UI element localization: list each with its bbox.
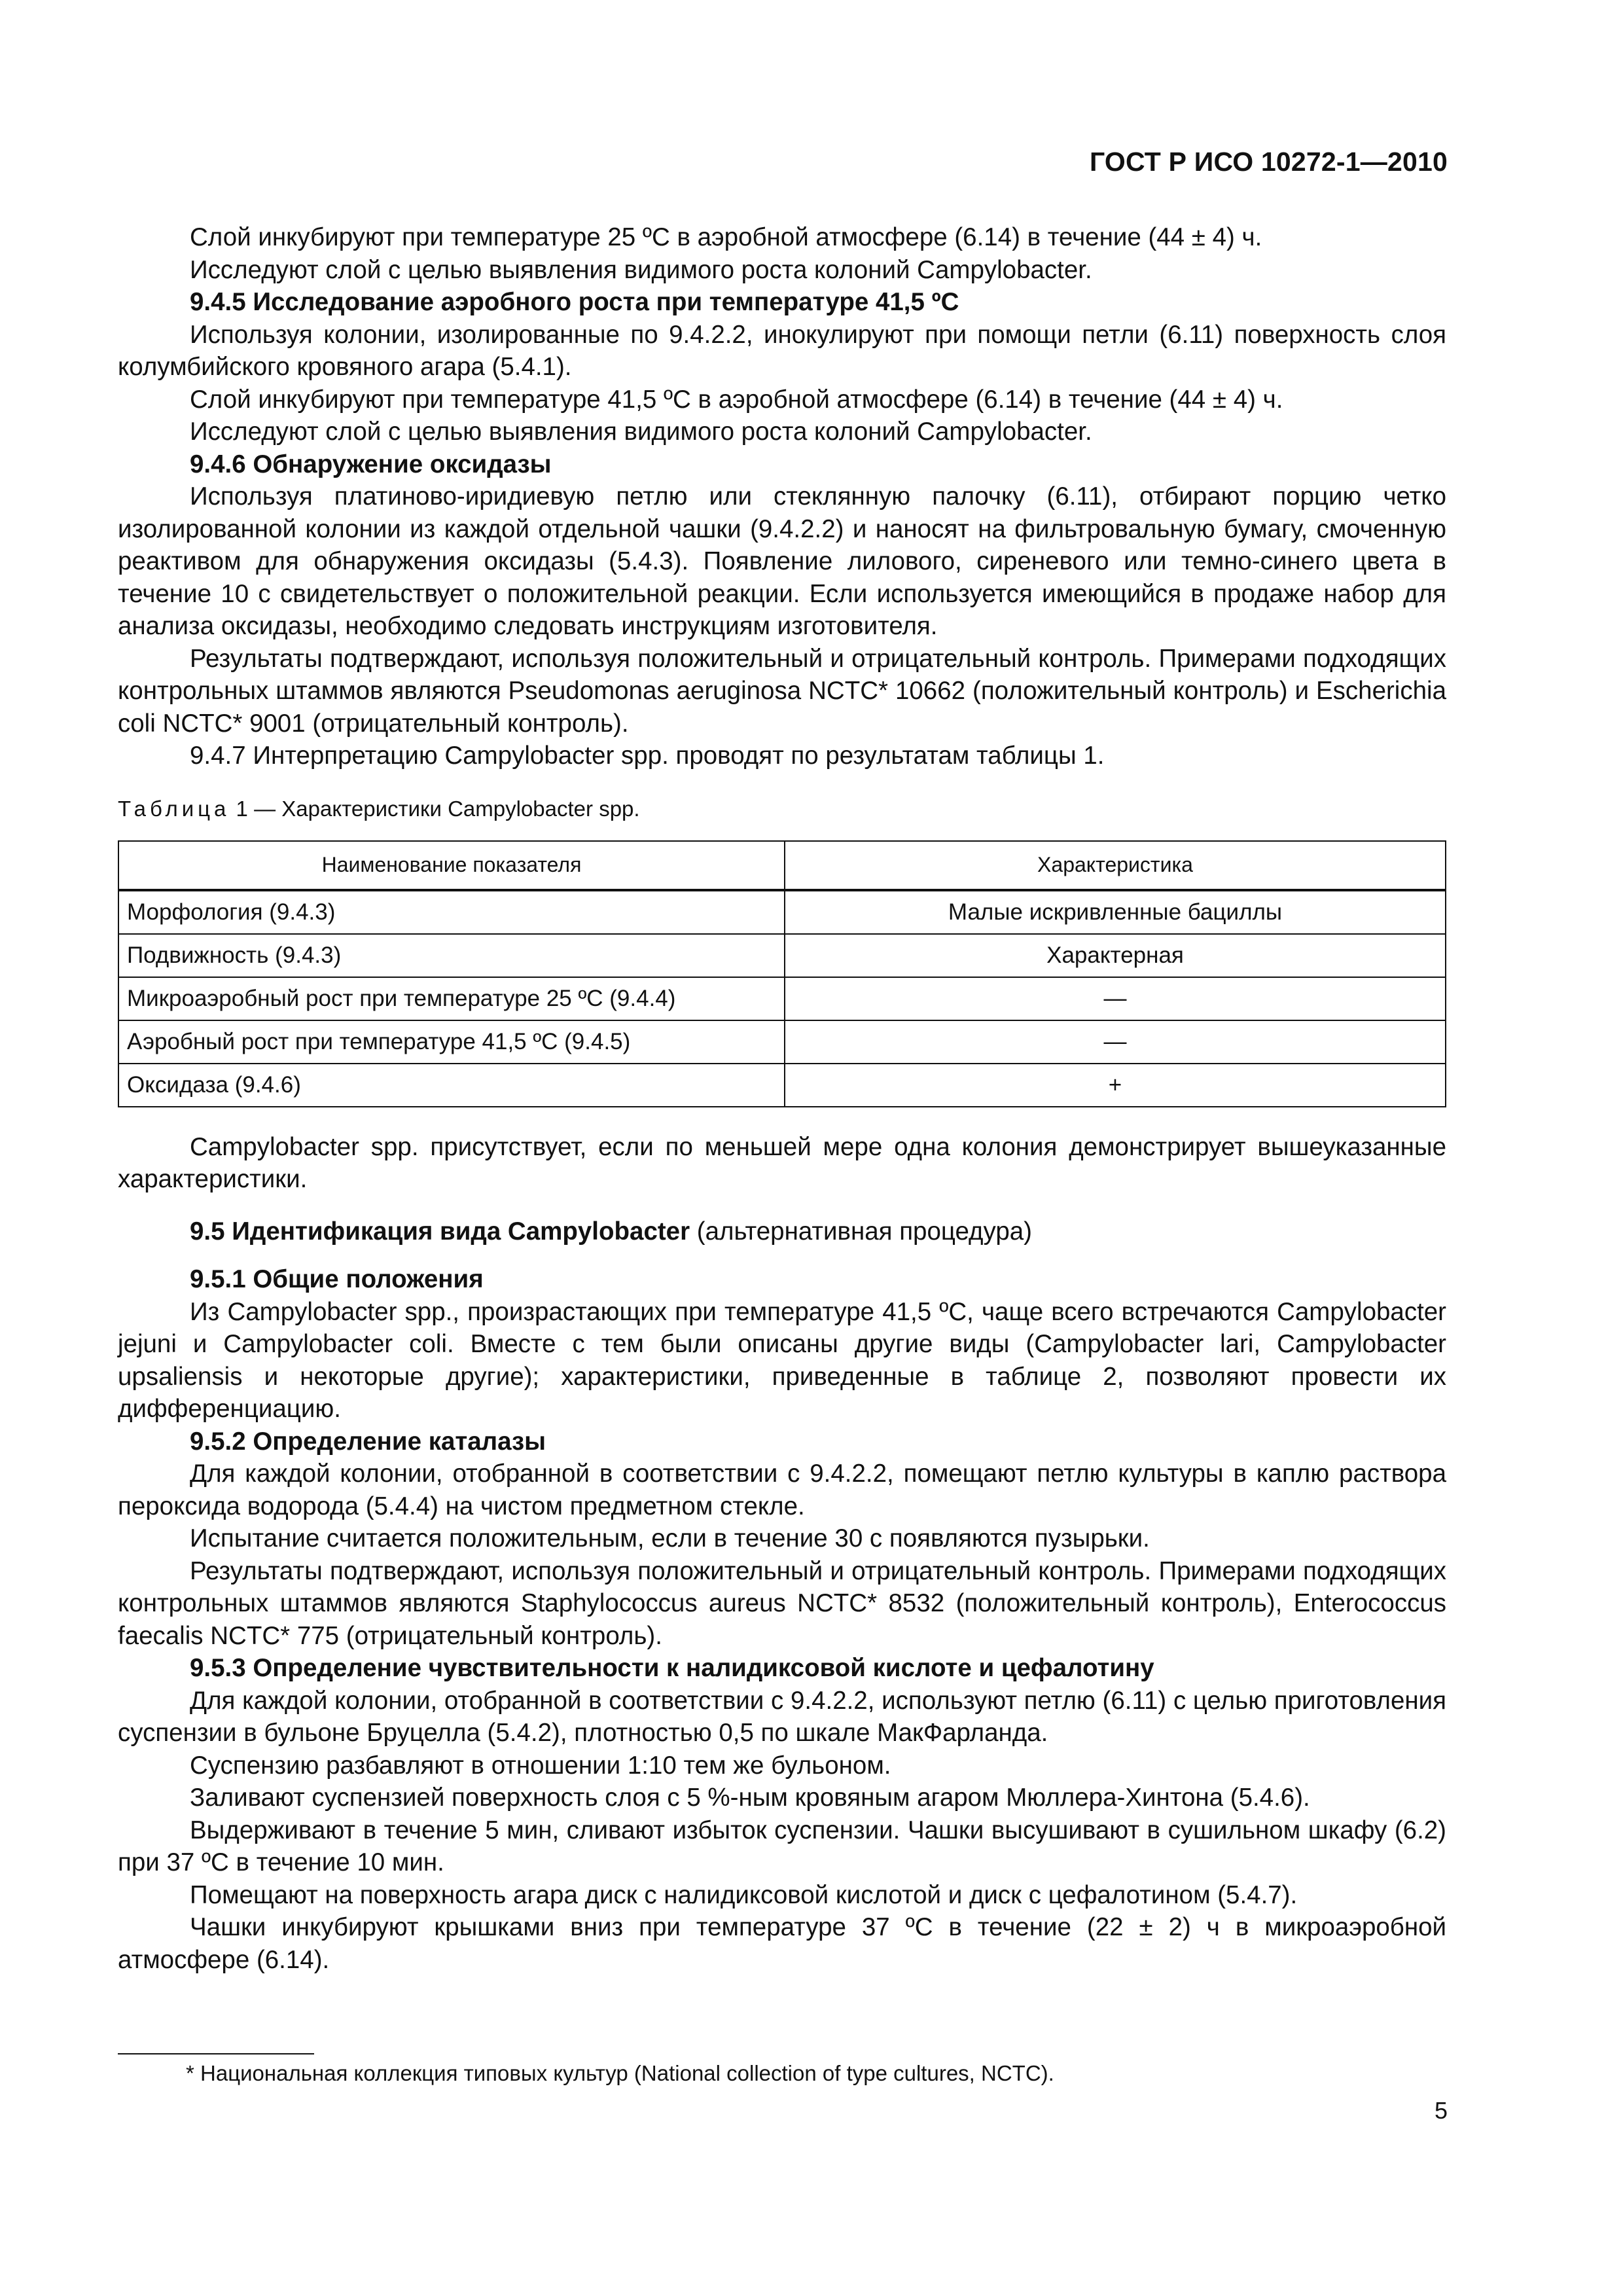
paragraph: Для каждой колонии, отобранной в соответствии с 9.4.2.2, помещают петлю культуры в каплю раствора пероксида водорода (5.4.4) на чистом предметном стекле. [118,1460,1446,1520]
table-cell-value: — [785,1020,1446,1064]
main-text [118,221,1446,1976]
table-cell-parameter: Микроаэробный рост при температуре 25 ºC (9.4.4) [118,977,785,1020]
table-cell-parameter: Оксидаза (9.4.6) [118,1064,785,1107]
paragraph: Из Campylobacter spp., произрастающих при температуре 41,5 ºC, чаще всего встречаются Campylobacter jejuni и Campylobacter coli. Вместе с тем были описаны другие виды (Campylobacter lari, Campylobacter upsaliensis и некоторые другие); характеристики, приведенные в таблице 2, позволяют провести их дифференциацию. [118,1297,1446,1423]
paragraph: Помещают на поверхность агара диск с налидиксовой кислотой и диск с цефалотином (5.4.7). [190,1880,1298,1909]
table-cell-value: + [785,1064,1446,1107]
paragraph: Используя колонии, изолированные по 9.4.2.2, инокулируют при помощи петли (6.11) поверхность слоя колумбийского кровяного агара (5.4.1). [118,320,1446,381]
paragraph: Результаты подтверждают, используя положительный и отрицательный контроль. Примерами подходящих контрольных штаммов являются Pseudomonas aeruginosa NCTC* 10662 (положительный контроль) и Escherichia coli NCTC* 9001 (отрицательный контроль). [118,644,1446,738]
table-caption [118,795,1446,823]
paragraph: Заливают суспензией поверхность слоя с 5 %-ным кровяным агаром Мюллера-Хинтона (5.4.6). [190,1784,1310,1812]
section-heading-9-5-2: 9.5.2 Определение каталазы [190,1427,546,1456]
paragraph: Исследуют слой с целью выявления видимого роста колоний Campylobacter. [190,418,1092,446]
table-caption-label: Таблица [118,796,230,821]
table-row [118,1064,1446,1107]
paragraph: Исследуют слой с целью выявления видимого роста колоний Campylobacter. [190,255,1092,284]
table-row [118,977,1446,1020]
section-heading-9-5-3: 9.5.3 Определение чувствительности к налидиксовой кислоте и цефалотину [190,1654,1154,1682]
table-cell-parameter: Подвижность (9.4.3) [118,934,785,977]
characteristics-table [118,840,1446,1107]
table-header-cell: Характеристика [785,841,1446,890]
section-heading-9-5-1: 9.5.1 Общие положения [190,1265,484,1293]
section-heading-9-4-5: 9.4.5 Исследование аэробного роста при температуре 41,5 ºC [190,288,959,316]
section-heading-9-5 [118,1215,1446,1248]
table-caption-title: 1 — Характеристики Campylobacter spp. [230,796,640,821]
paragraph: Выдерживают в течение 5 мин, сливают избыток суспензии. Чашки высушивают в сушильном шкафу (6.2) при 37 ºC в течение 10 мин. [118,1816,1446,1876]
table-cell-parameter: Морфология (9.4.3) [118,890,785,934]
table-header-row [118,841,1446,890]
paragraph-9-4-7: 9.4.7 Интерпретацию Campylobacter spp. проводят по результатам таблицы 1. [190,742,1105,770]
table-row [118,934,1446,977]
paragraph-after-table: Campylobacter spp. присутствует, если по меньшей мере одна колония демонстрирует вышеуказанные характеристики. [118,1132,1446,1193]
section-heading-9-5-bold: 9.5 Идентификация вида Campylobacter [190,1217,690,1246]
paragraph: Для каждой колонии, отобранной в соответствии с 9.4.2.2, используют петлю (6.11) с целью приготовления суспензии в бульоне Бруцелла (5.4.2), плотностью 0,5 по шкале МакФарланда. [118,1686,1446,1747]
footnote: * Национальная коллекция типовых культур (National collection of type cultures, NCTC). [186,2061,1054,2085]
table-header-cell: Наименование показателя [118,841,785,890]
section-heading-9-5-rest: (альтернативная процедура) [690,1217,1032,1246]
table-row [118,1020,1446,1064]
table-cell-parameter: Аэробный рост при температуре 41,5 ºC (9.4.5) [118,1020,785,1064]
page-number: 5 [1434,2097,1448,2124]
paragraph: Чашки инкубируют крышками вниз при температуре 37 ºC в течение (22 ± 2) ч в микроаэробной атмосфере (6.14). [118,1913,1446,1974]
footnote-divider [118,2053,314,2054]
table-cell-value: Малые искривленные бациллы [785,890,1446,934]
paragraph: Слой инкубируют при температуре 41,5 ºC в аэробной атмосфере (6.14) в течение (44 ± 4) ч. [190,385,1283,414]
paragraph: Испытание считается положительным, если в течение 30 с появляются пузырьки. [190,1524,1150,1552]
standard-designation: ГОСТ Р ИСО 10272-1—2010 [1090,147,1448,177]
paragraph: Суспензию разбавляют в отношении 1:10 тем же бульоном. [190,1751,891,1780]
paragraph: Слой инкубируют при температуре 25 ºC в аэробной атмосфере (6.14) в течение (44 ± 4) ч. [190,223,1262,251]
paragraph: Результаты подтверждают, используя положительный и отрицательный контроль. Примерами подходящих контрольных штаммов являются Staphylococcus aureus NCTC* 8532 (положительный контроль), Enterococcus faecalis NCTC* 775 (отрицательный контроль). [118,1556,1446,1650]
table-row [118,890,1446,934]
table-cell-value: — [785,977,1446,1020]
section-heading-9-4-6: 9.4.6 Обнаружение оксидазы [190,450,552,478]
table-cell-value: Характерная [785,934,1446,977]
paragraph: Используя платиново-иридиевую петлю или стеклянную палочку (6.11), отбирают порцию четко изолированной колонии из каждой отдельной чашки (9.4.2.2) и наносят на фильтровальную бумагу, смоченную реактивом для обнаружения оксидазы (5.4.3). Появление лилового, сиреневого или темно-синего цвета в течение 10 с свидетельствует о положительной реакции. Если используется имеющийся в продаже набор для анализа оксидазы, необходимо следовать инструкциям изготовителя. [118,482,1446,640]
